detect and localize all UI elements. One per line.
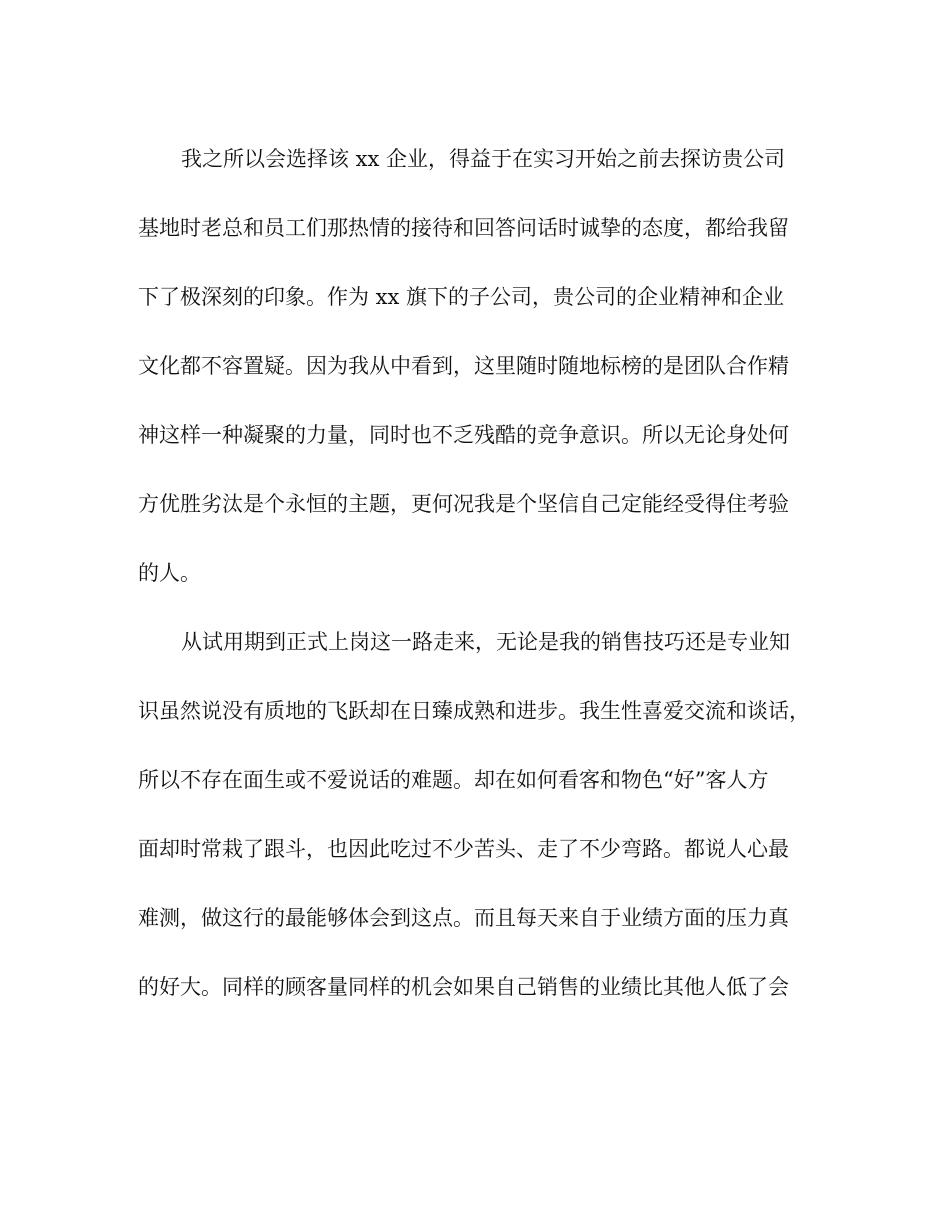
text-line: 神这样一种凝聚的力量，同时也不乏残酷的竞争意识。所以无论身处何 (138, 423, 789, 447)
text-line: 难测，做这行的最能够体会到这点。而且每天来自于业绩方面的压力真 (138, 906, 789, 930)
text-line: 所以不存在面生或不爱说话的难题。却在如何看客和物色“好”客人方 (138, 768, 769, 792)
text-line: 基地时老总和员工们那热情的接待和回答问话时诚挚的态度，都给我留 (138, 216, 789, 240)
text-line: 面却时常栽了跟斗，也因此吃过不少苦头、走了不少弯路。都说人心最 (138, 837, 789, 861)
text-line: 下了极深刻的印象。作为 xx 旗下的子公司，贵公司的企业精神和企业 (138, 285, 785, 309)
text-line: 的人。 (138, 561, 201, 585)
text-line: 方优胜劣汰是个永恒的主题，更何况我是个坚信自己定能经受得住考验 (138, 492, 789, 516)
text-line: 文化都不容置疑。因为我从中看到，这里随时随地标榜的是团队合作精 (138, 354, 789, 378)
text-line: 从试用期到正式上岗这一路走来，无论是我的销售技巧还是专业知 (181, 630, 790, 654)
text-line: 识虽然说没有质地的飞跃却在日臻成熟和进步。我生性喜爱交流和谈话， (138, 699, 810, 723)
text-line: 的好大。同样的顾客量同样的机会如果自己销售的业绩比其他人低了会 (138, 975, 789, 999)
text-line: 我之所以会选择该 xx 企业，得益于在实习开始之前去探访贵公司 (181, 147, 786, 171)
